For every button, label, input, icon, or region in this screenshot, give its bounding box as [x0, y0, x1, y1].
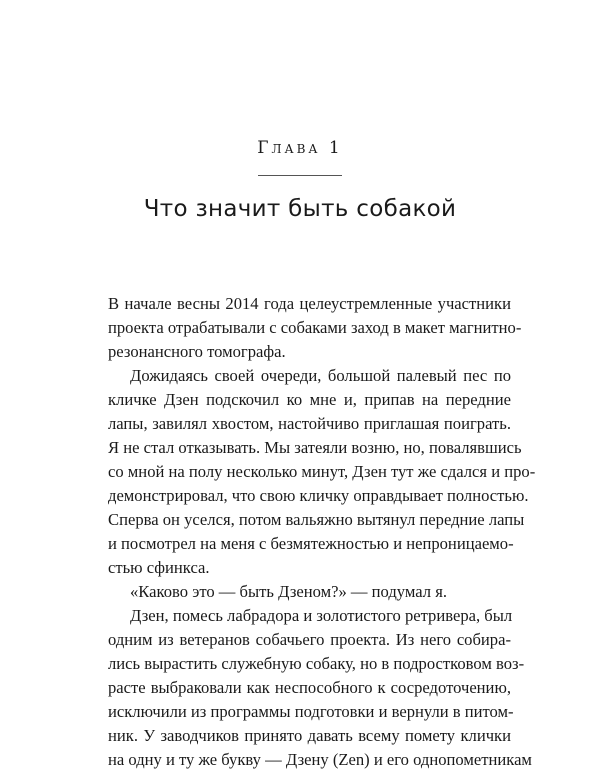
text-line: проекта отрабатывали с собаками заход в макет магнитно- — [108, 318, 522, 337]
text-line: кличке Дзен подскочил ко мне и, припав на передние — [108, 390, 511, 409]
text-line: Дожидаясь своей очереди, большой палевый пес по — [130, 366, 511, 385]
text-line: лапы, завилял хвостом, настойчиво приглашая поиграть. — [108, 414, 511, 433]
text-line: исключили из программы подготовки и вернули в питом- — [108, 702, 514, 721]
divider — [258, 175, 342, 176]
text-line: «Каково это — быть Дзеном?» — подумал я. — [130, 582, 447, 601]
text-line: резонансного томографа. — [108, 342, 286, 361]
text-line: и посмотрел на меня с безмятежностью и непроницаемо- — [108, 534, 514, 553]
text-line: Я не стал отказывать. Мы затеяли возню, но, повалявшись — [108, 438, 522, 457]
text-line: ник. У заводчиков принято давать всему помету клички — [108, 726, 511, 745]
text-line: стью сфинкса. — [108, 558, 210, 577]
text-line: демонстрировал, что свою кличку оправдывает полностью. — [108, 486, 529, 505]
text-line: одним из ветеранов собачьего проекта. Из него собира- — [108, 630, 511, 649]
text-line: на одну и ту же букву — Дзену (Zen) и его однопометникам — [108, 750, 532, 769]
text-line: расте выбраковали как неспособного к сосредоточению, — [108, 678, 511, 697]
chapter-title: Что значит быть собакой — [143, 196, 457, 222]
text-line: со мной на полу несколько минут, Дзен тут же сдался и про- — [108, 462, 536, 481]
text-line: Сперва он уселся, потом вальяжно вытянул передние лапы — [108, 510, 525, 529]
text-line: Дзен, помесь лабрадора и золотистого ретривера, был — [130, 606, 513, 625]
text-line: В начале весны 2014 года целеустремленные участники — [108, 294, 511, 313]
body-text — [108, 292, 536, 772]
text-line: лись вырастить служебную собаку, но в подростковом воз- — [108, 654, 525, 673]
chapter-label: Глава 1 — [257, 138, 343, 158]
